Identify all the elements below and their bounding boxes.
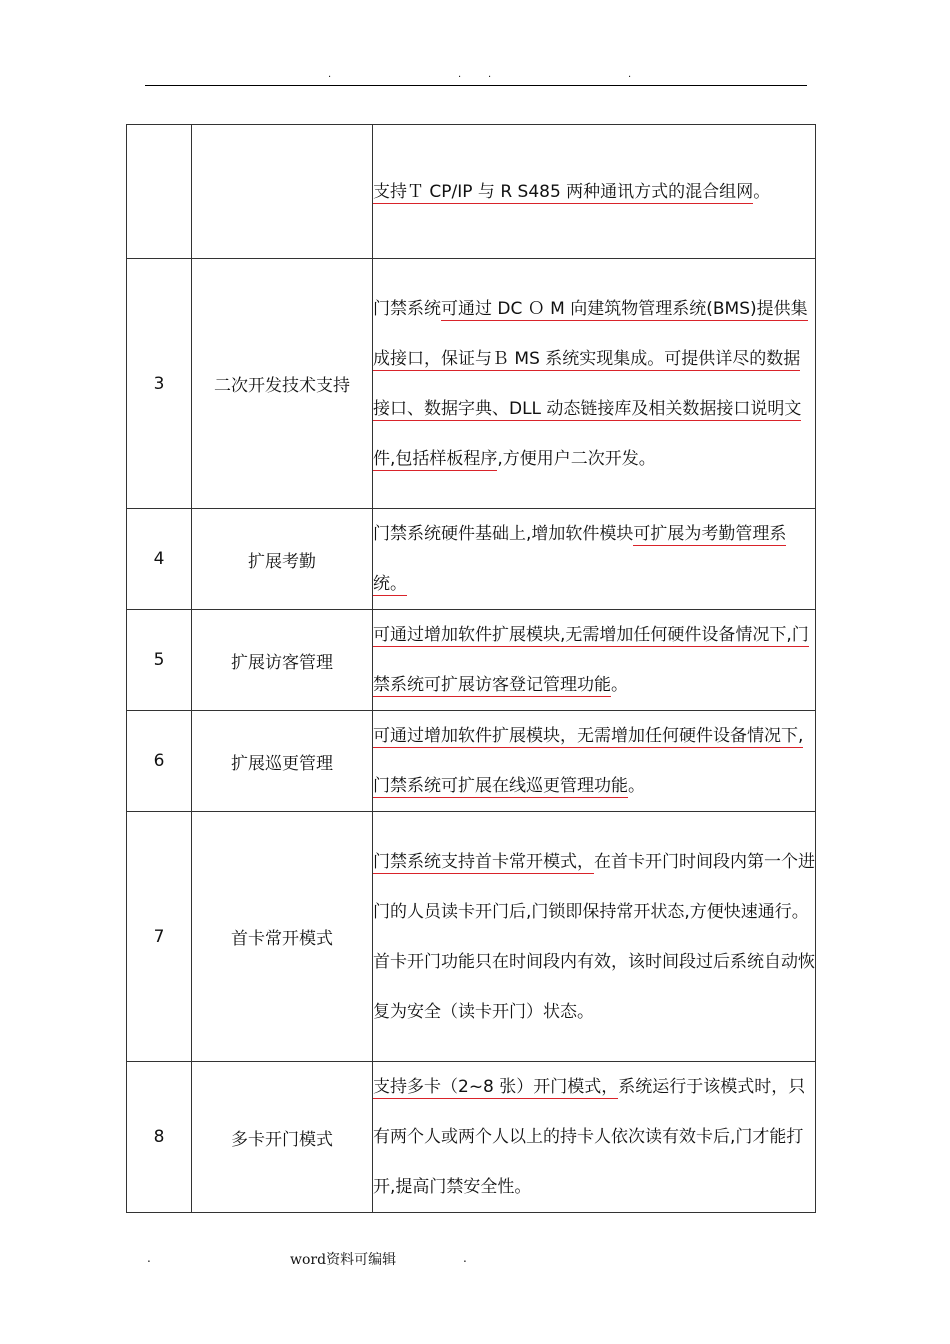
header-dot: . [458,69,462,80]
description-text: 门禁系统硬件基础上,增加软件模块 [373,524,634,544]
footer-dot-right: . [463,1251,467,1265]
row-number [127,125,192,259]
header-rule [145,85,807,86]
row-number: 6 [127,711,192,812]
description-underlined-text: 支持多卡（2~8 张）开门模式， [373,1077,619,1097]
table-row [127,509,816,610]
feature-name: 扩展访客管理 [192,610,373,711]
feature-description [373,125,816,259]
description-underlined-text: 可通过 DC Ｏ M 向建筑物管理系统(BMS)提供集成接口，保证与Ｂ MS 系统实现集成。可提供详尽的数据接口、数据字典、DLL 动态链接库及相关数据接口说明文件,包括样板程序 [373,298,808,469]
description-text: 。 [611,675,628,695]
feature-name [192,125,373,259]
description-underlined-text: 网 [736,181,754,202]
feature-description [373,1062,816,1213]
header-dot: . [328,69,332,80]
table-row [127,259,816,509]
description-text: 在首卡开门时间段内第一个进门的人员读卡开门后,门锁即保持常开状态,方便快速通行。首卡开门功能只在时间段内有效，该时间段过后系统自动恢复为安全（读卡开门）状态。 [373,851,815,1022]
feature-name: 扩展巡更管理 [192,711,373,812]
footer-text: word资料可编辑 [290,1252,397,1268]
description-text: ,方便用户二次开发。 [497,448,656,469]
row-number: 7 [127,812,192,1062]
feature-description [373,509,816,610]
table-row [127,610,816,711]
description-underlined-text: 门禁系统支持首卡常开模式， [373,851,594,872]
description-text: 。 [753,181,771,202]
footer-dot-left: . [147,1251,151,1265]
row-number: 5 [127,610,192,711]
row-number: 8 [127,1062,192,1213]
table-row [127,812,816,1062]
description-underlined-text: 可通过增加软件扩展模块，无需增加任何硬件设备情况下,门禁系统可扩展在线巡更管理功能 [373,726,804,796]
feature-name: 二次开发技术支持 [192,259,373,509]
spec-table [126,124,816,1213]
description-underlined-text: 可扩展为考勤管理系统。 [373,524,787,594]
page-header-dots [145,70,805,84]
description-underlined-text: 可通过增加软件扩展模块,无需增加任何硬件设备情况下,门禁系统可扩展访客登记管理功能 [373,625,809,695]
row-number: 4 [127,509,192,610]
feature-description [373,711,816,812]
feature-name: 扩展考勤 [192,509,373,610]
feature-description [373,610,816,711]
header-dot: . [488,69,492,80]
page-footer [145,1249,545,1269]
header-dot: . [628,69,632,80]
feature-name: 首卡常开模式 [192,812,373,1062]
description-text: 。 [628,776,645,796]
feature-description [373,812,816,1062]
description-text: 门禁系统 [373,298,441,319]
table-row [127,1062,816,1213]
table-row [127,125,816,259]
feature-description [373,259,816,509]
feature-name: 多卡开门模式 [192,1062,373,1213]
row-number: 3 [127,259,192,509]
description-text: 系统运行于该模式时，只有两个人或两个人以上的持卡人依次读有效卡后,门才能打开,提高门禁安全性。 [373,1077,806,1197]
description-underlined-text: 支持Ｔ CP/IP 与 R S485 两种通讯方式的混合组 [373,181,737,202]
table-row [127,711,816,812]
